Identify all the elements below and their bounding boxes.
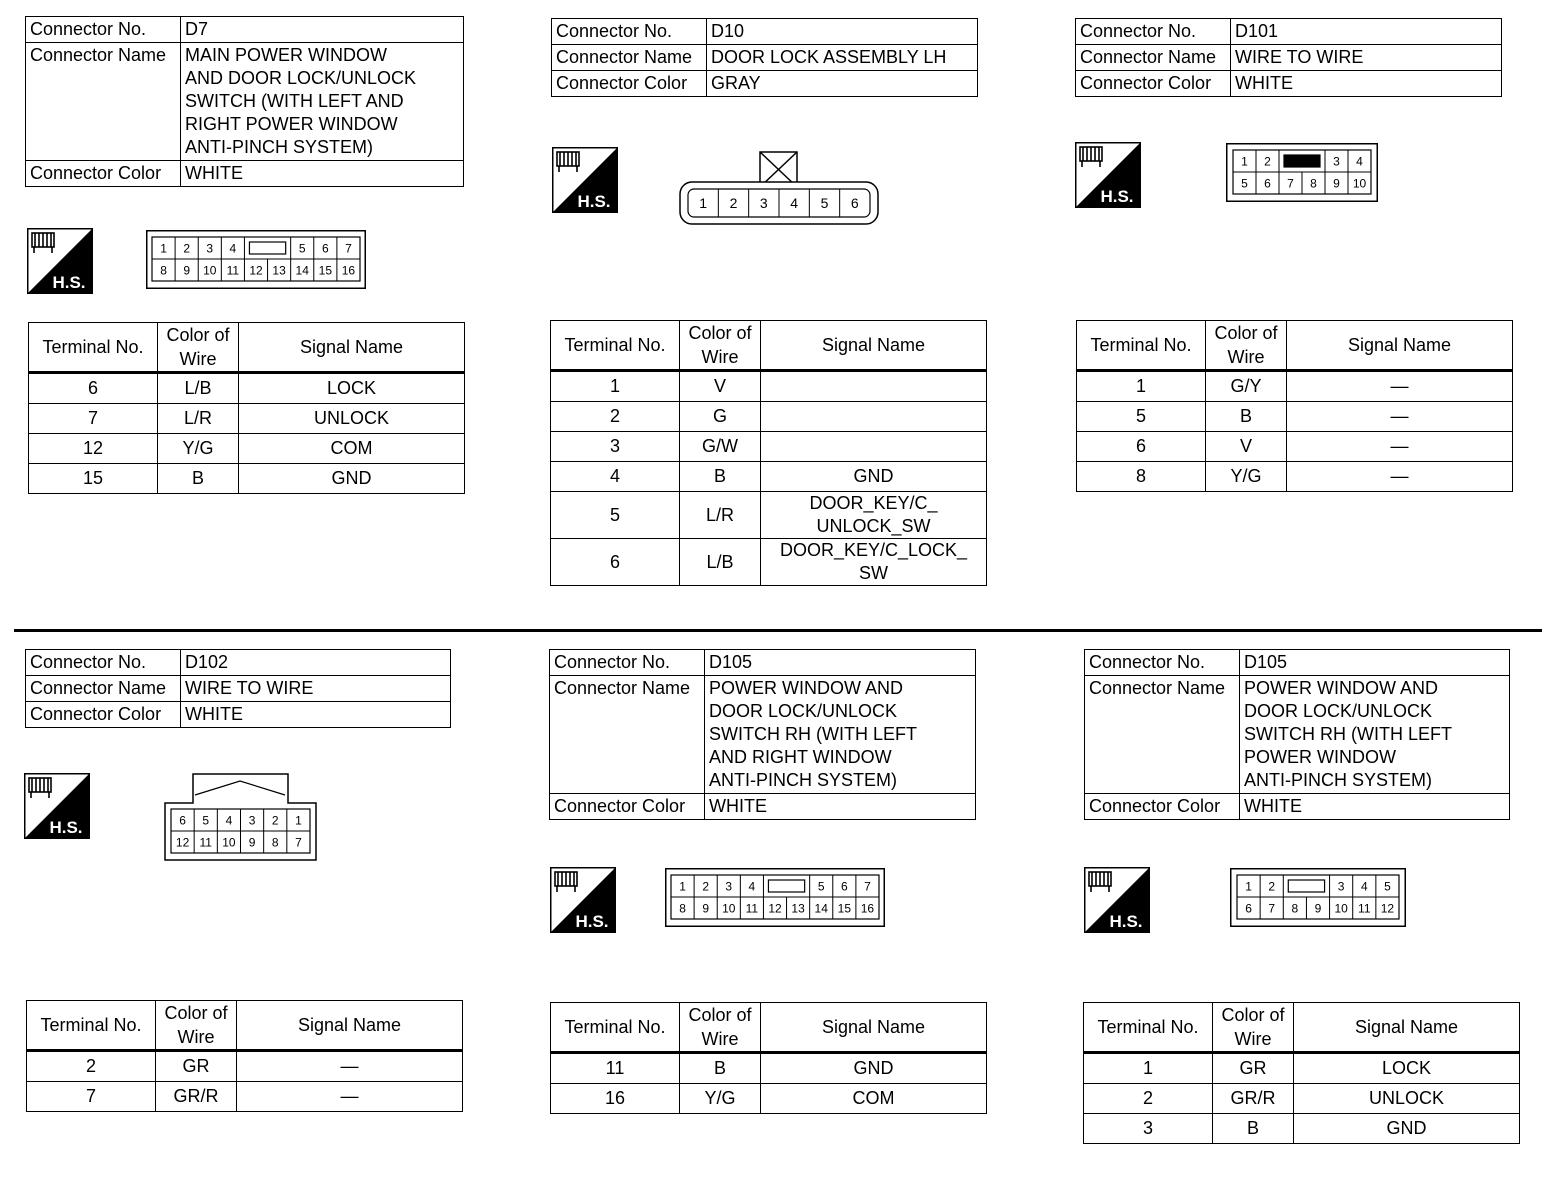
terminal-table-d102: [26, 1000, 463, 1112]
terminal-no-cell: 1: [551, 371, 680, 402]
signal-name-cell: LOCK: [239, 373, 465, 404]
terminal-no-cell: 2: [27, 1051, 156, 1082]
pin-label: 11: [1358, 901, 1371, 916]
connector-no-value: D102: [181, 650, 451, 676]
terminal-no-header: Terminal No.: [27, 1001, 156, 1051]
pin-label: 10: [1334, 901, 1348, 916]
pin-label: 4: [225, 813, 233, 828]
pin-label: 4: [229, 241, 237, 256]
connector-name-value: DOOR LOCK ASSEMBLY LH: [707, 45, 978, 71]
table-row: [29, 464, 465, 494]
connector-panel-d7: [25, 16, 464, 187]
pin-label: 9: [248, 835, 256, 850]
wire-color-cell: L/B: [680, 539, 761, 586]
table-row: [551, 539, 987, 586]
hs-label: H.S.: [1100, 187, 1134, 206]
wire-color-header: Color of Wire: [1213, 1003, 1294, 1053]
pin-label: 7: [864, 879, 871, 894]
pin-label: 12: [768, 901, 782, 916]
table-row: [1084, 1084, 1520, 1114]
connector-face-d102: [163, 773, 318, 862]
pin-label: 5: [820, 195, 829, 211]
terminal-no-cell: 12: [29, 434, 158, 464]
connector-key-slot: [1284, 155, 1320, 167]
pin-label: 10: [203, 263, 217, 278]
connector-color-value: WHITE: [1231, 71, 1502, 97]
connector-panel-d105-l: [1084, 649, 1510, 820]
terminal-no-header: Terminal No.: [1084, 1003, 1213, 1053]
wire-color-cell: G/W: [680, 432, 761, 462]
pin-label: 3: [759, 195, 768, 211]
terminal-table-d10: [550, 320, 987, 586]
connector-color-label: Connector Color: [26, 161, 181, 187]
hs-label: H.S.: [1109, 912, 1143, 931]
harness-side-icon: [27, 228, 93, 294]
wire-color-cell: GR: [1213, 1053, 1294, 1084]
pin-label: 8: [679, 901, 686, 916]
pin-label: 8: [160, 263, 167, 278]
pin-label: 15: [318, 263, 333, 278]
signal-name-cell: [761, 402, 987, 432]
signal-name-header: Signal Name: [1287, 321, 1513, 371]
harness-side-icon: [550, 867, 616, 933]
connector-name-value: WIRE TO WIRE: [181, 676, 451, 702]
table-row: [551, 1053, 987, 1084]
connector-name-label: Connector Name: [26, 676, 181, 702]
terminal-no-cell: 2: [1084, 1084, 1213, 1114]
connector-info-table: [551, 18, 978, 97]
signal-name-cell: GND: [761, 1053, 987, 1084]
connector-no-value: D101: [1231, 19, 1502, 45]
connector-name-label: Connector Name: [550, 676, 705, 794]
connector-no-label: Connector No.: [552, 19, 707, 45]
table-row: [1077, 432, 1513, 462]
hs-label: H.S.: [52, 273, 86, 292]
connector-color-label: Connector Color: [552, 71, 707, 97]
terminal-no-cell: 5: [1077, 402, 1206, 432]
terminal-table-d7: [28, 322, 465, 494]
pin-label: 2: [702, 879, 710, 894]
connector-no-label: Connector No.: [1076, 19, 1231, 45]
signal-name-cell: DOOR_KEY/C_LOCK_ SW: [761, 539, 987, 586]
terminal-no-cell: 1: [1077, 371, 1206, 402]
connector-color-value: GRAY: [707, 71, 978, 97]
pin-label: 13: [272, 263, 286, 278]
pin-label: 9: [183, 263, 191, 278]
connector-face-d10: [678, 150, 880, 226]
pin-label: 16: [860, 901, 875, 916]
terminal-no-cell: 4: [551, 462, 680, 492]
pin-label: 5: [1384, 879, 1391, 894]
connector-name-label: Connector Name: [1085, 676, 1240, 794]
connector-info-table: [549, 649, 976, 820]
pin-label: 9: [1333, 176, 1340, 191]
table-row: [551, 371, 987, 402]
signal-name-cell: [761, 432, 987, 462]
connector-panel-d102: [25, 649, 451, 728]
table-row: [29, 373, 465, 404]
table-row: [27, 1051, 463, 1082]
connector-panel-d10: [551, 18, 978, 97]
terminal-no-cell: 7: [29, 404, 158, 434]
wire-color-cell: GR: [156, 1051, 237, 1082]
terminal-no-header: Terminal No.: [29, 323, 158, 373]
connector-name-label: Connector Name: [26, 43, 181, 161]
connector-color-value: WHITE: [181, 161, 464, 187]
pin-label: 4: [790, 195, 799, 211]
terminal-no-cell: 6: [29, 373, 158, 404]
terminal-no-cell: 7: [27, 1082, 156, 1112]
pin-label: 7: [1287, 176, 1294, 191]
connector-no-label: Connector No.: [1085, 650, 1240, 676]
table-row: [551, 432, 987, 462]
wire-color-header: Color of Wire: [158, 323, 239, 373]
signal-name-header: Signal Name: [761, 1003, 987, 1053]
connector-color-label: Connector Color: [1076, 71, 1231, 97]
pin-label: 14: [814, 901, 828, 916]
connector-name-value: WIRE TO WIRE: [1231, 45, 1502, 71]
signal-name-cell: DOOR_KEY/C_ UNLOCK_SW: [761, 492, 987, 539]
pin-label: 1: [160, 241, 167, 256]
table-row: [551, 402, 987, 432]
pin-label: 6: [1245, 901, 1252, 916]
pin-label: 12: [249, 263, 263, 278]
wire-color-cell: L/R: [680, 492, 761, 539]
connector-color-value: WHITE: [181, 702, 451, 728]
pin-label: 12: [1380, 901, 1395, 916]
connector-info-table: [1084, 649, 1510, 820]
signal-name-header: Signal Name: [761, 321, 987, 371]
connector-panel-d101: [1075, 18, 1502, 97]
wire-color-cell: B: [1213, 1114, 1294, 1144]
table-row: [27, 1082, 463, 1112]
hs-label: H.S.: [49, 818, 83, 837]
pin-label: 3: [248, 813, 256, 828]
harness-side-icon: [24, 773, 90, 839]
pin-label: 11: [226, 263, 240, 278]
signal-name-cell: LOCK: [1294, 1053, 1520, 1084]
pin-label: 7: [295, 835, 302, 850]
pin-label: 5: [817, 879, 825, 894]
pin-label: 3: [1337, 879, 1345, 894]
signal-name-cell: COM: [239, 434, 465, 464]
wire-color-cell: B: [158, 464, 239, 494]
wire-color-cell: L/B: [158, 373, 239, 404]
wire-color-cell: GR/R: [1213, 1084, 1294, 1114]
table-row: [551, 492, 987, 539]
table-row: [1084, 1053, 1520, 1084]
terminal-no-cell: 6: [1077, 432, 1206, 462]
terminal-no-cell: 6: [551, 539, 680, 586]
pin-label: 10: [722, 901, 736, 916]
signal-name-cell: —: [237, 1082, 463, 1112]
pin-label: 6: [840, 879, 848, 894]
wire-color-cell: V: [1206, 432, 1287, 462]
signal-name-header: Signal Name: [237, 1001, 463, 1051]
connector-name-value: POWER WINDOW AND DOOR LOCK/UNLOCK SWITCH RH (WITH LEFT AND RIGHT WINDOW ANTI-PINCH SYSTEM): [705, 676, 976, 794]
pin-label: 4: [748, 879, 756, 894]
pin-label: 7: [345, 241, 352, 256]
connector-name-value: MAIN POWER WINDOW AND DOOR LOCK/UNLOCK SWITCH (WITH LEFT AND RIGHT POWER WINDOW ANTI-PINCH SYSTEM): [181, 43, 464, 161]
table-row: [29, 434, 465, 464]
connector-no-value: D105: [1240, 650, 1510, 676]
signal-name-cell: GND: [761, 462, 987, 492]
connector-face-d101: [1226, 143, 1378, 202]
harness-side-icon: [552, 147, 618, 213]
pin-label: 2: [1264, 154, 1271, 169]
signal-name-cell: [761, 371, 987, 402]
terminal-no-cell: 3: [1084, 1114, 1213, 1144]
pin-label: 8: [271, 835, 279, 850]
pin-label: 9: [702, 901, 710, 916]
signal-name-cell: UNLOCK: [239, 404, 465, 434]
signal-name-cell: —: [1287, 462, 1513, 492]
pin-label: 12: [175, 835, 190, 850]
wire-color-cell: Y/G: [680, 1084, 761, 1114]
pin-label: 1: [1245, 879, 1252, 894]
signal-name-cell: —: [1287, 402, 1513, 432]
pin-label: 6: [321, 241, 329, 256]
pin-label: 2: [183, 241, 191, 256]
wire-color-header: Color of Wire: [1206, 321, 1287, 371]
pin-label: 2: [729, 195, 738, 211]
connector-no-label: Connector No.: [26, 650, 181, 676]
hs-label: H.S.: [575, 912, 609, 931]
table-row: [551, 1084, 987, 1114]
signal-name-cell: UNLOCK: [1294, 1084, 1520, 1114]
terminal-table-d105-lr: [550, 1002, 987, 1114]
connector-no-value: D7: [181, 17, 464, 43]
pin-label: 3: [206, 241, 214, 256]
wire-color-cell: L/R: [158, 404, 239, 434]
terminal-table-d101: [1076, 320, 1513, 492]
connector-no-value: D105: [705, 650, 976, 676]
connector-name-value: POWER WINDOW AND DOOR LOCK/UNLOCK SWITCH RH (WITH LEFT POWER WINDOW ANTI-PINCH SYSTEM): [1240, 676, 1510, 794]
wire-color-cell: G/Y: [1206, 371, 1287, 402]
table-row: [1084, 1114, 1520, 1144]
connector-no-label: Connector No.: [26, 17, 181, 43]
signal-name-cell: —: [237, 1051, 463, 1082]
section-divider: [14, 629, 1542, 632]
terminal-no-cell: 11: [551, 1053, 680, 1084]
pin-label: 2: [271, 813, 279, 828]
connector-info-table: [25, 16, 464, 187]
connector-face-d105-l: [1230, 868, 1406, 927]
table-row: [1077, 462, 1513, 492]
table-row: [29, 404, 465, 434]
connector-info-table: [1075, 18, 1502, 97]
connector-face-d7: [146, 230, 366, 289]
pin-label: 1: [295, 813, 302, 828]
pin-label: 1: [679, 879, 686, 894]
signal-name-cell: —: [1287, 432, 1513, 462]
wire-color-cell: G: [680, 402, 761, 432]
connector-no-label: Connector No.: [550, 650, 705, 676]
connector-face-d105-lr: [665, 868, 885, 927]
wire-color-cell: Y/G: [158, 434, 239, 464]
terminal-no-cell: 2: [551, 402, 680, 432]
connector-panel-d105-lr: [549, 649, 976, 820]
connector-color-value: WHITE: [1240, 794, 1510, 820]
table-row: [1077, 371, 1513, 402]
terminal-no-header: Terminal No.: [1077, 321, 1206, 371]
wire-color-header: Color of Wire: [680, 321, 761, 371]
connector-color-value: WHITE: [705, 794, 976, 820]
terminal-no-cell: 5: [551, 492, 680, 539]
pin-label: 3: [725, 879, 733, 894]
connector-color-label: Connector Color: [26, 702, 181, 728]
terminal-no-cell: 3: [551, 432, 680, 462]
connector-info-table: [25, 649, 451, 728]
pin-label: 1: [699, 195, 708, 211]
pin-label: 14: [295, 263, 309, 278]
pin-label: 4: [1356, 154, 1363, 169]
pin-label: 6: [1264, 176, 1271, 191]
wire-color-header: Color of Wire: [156, 1001, 237, 1051]
connector-name-label: Connector Name: [552, 45, 707, 71]
connector-no-value: D10: [707, 19, 978, 45]
table-row: [1077, 402, 1513, 432]
pin-label: 10: [1352, 176, 1367, 191]
terminal-no-cell: 8: [1077, 462, 1206, 492]
signal-name-cell: GND: [239, 464, 465, 494]
wire-color-cell: B: [680, 1053, 761, 1084]
terminal-no-header: Terminal No.: [551, 1003, 680, 1053]
pin-label: 5: [298, 241, 306, 256]
wire-color-cell: GR/R: [156, 1082, 237, 1112]
harness-side-icon: [1084, 867, 1150, 933]
pin-label: 6: [179, 813, 186, 828]
terminal-no-cell: 1: [1084, 1053, 1213, 1084]
wire-color-header: Color of Wire: [680, 1003, 761, 1053]
signal-name-cell: —: [1287, 371, 1513, 402]
pin-label: 5: [202, 813, 210, 828]
connector-name-label: Connector Name: [1076, 45, 1231, 71]
wire-color-cell: B: [1206, 402, 1287, 432]
pin-label: 8: [1310, 176, 1317, 191]
pin-label: 8: [1291, 901, 1299, 916]
pin-label: 13: [791, 901, 805, 916]
pin-label: 10: [222, 835, 236, 850]
pin-label: 4: [1360, 879, 1368, 894]
table-row: [551, 462, 987, 492]
connector-color-label: Connector Color: [1085, 794, 1240, 820]
pin-label: 6: [850, 195, 859, 211]
signal-name-cell: GND: [1294, 1114, 1520, 1144]
signal-name-header: Signal Name: [1294, 1003, 1520, 1053]
pin-label: 7: [1268, 901, 1276, 916]
wire-color-cell: Y/G: [1206, 462, 1287, 492]
hs-label: H.S.: [577, 192, 611, 211]
pin-label: 1: [1241, 154, 1248, 169]
terminal-table-d105-l: [1083, 1002, 1520, 1144]
pin-label: 11: [199, 835, 212, 850]
signal-name-header: Signal Name: [239, 323, 465, 373]
wire-color-cell: V: [680, 371, 761, 402]
pin-label: 5: [1241, 176, 1248, 191]
pin-label: 16: [341, 263, 356, 278]
connector-color-label: Connector Color: [550, 794, 705, 820]
harness-side-icon: [1075, 142, 1141, 208]
pin-label: 11: [745, 901, 759, 916]
pin-label: 2: [1268, 879, 1276, 894]
pin-label: 3: [1333, 154, 1340, 169]
pin-label: 9: [1314, 901, 1322, 916]
wire-color-cell: B: [680, 462, 761, 492]
pin-label: 15: [837, 901, 852, 916]
terminal-no-header: Terminal No.: [551, 321, 680, 371]
signal-name-cell: COM: [761, 1084, 987, 1114]
terminal-no-cell: 16: [551, 1084, 680, 1114]
terminal-no-cell: 15: [29, 464, 158, 494]
